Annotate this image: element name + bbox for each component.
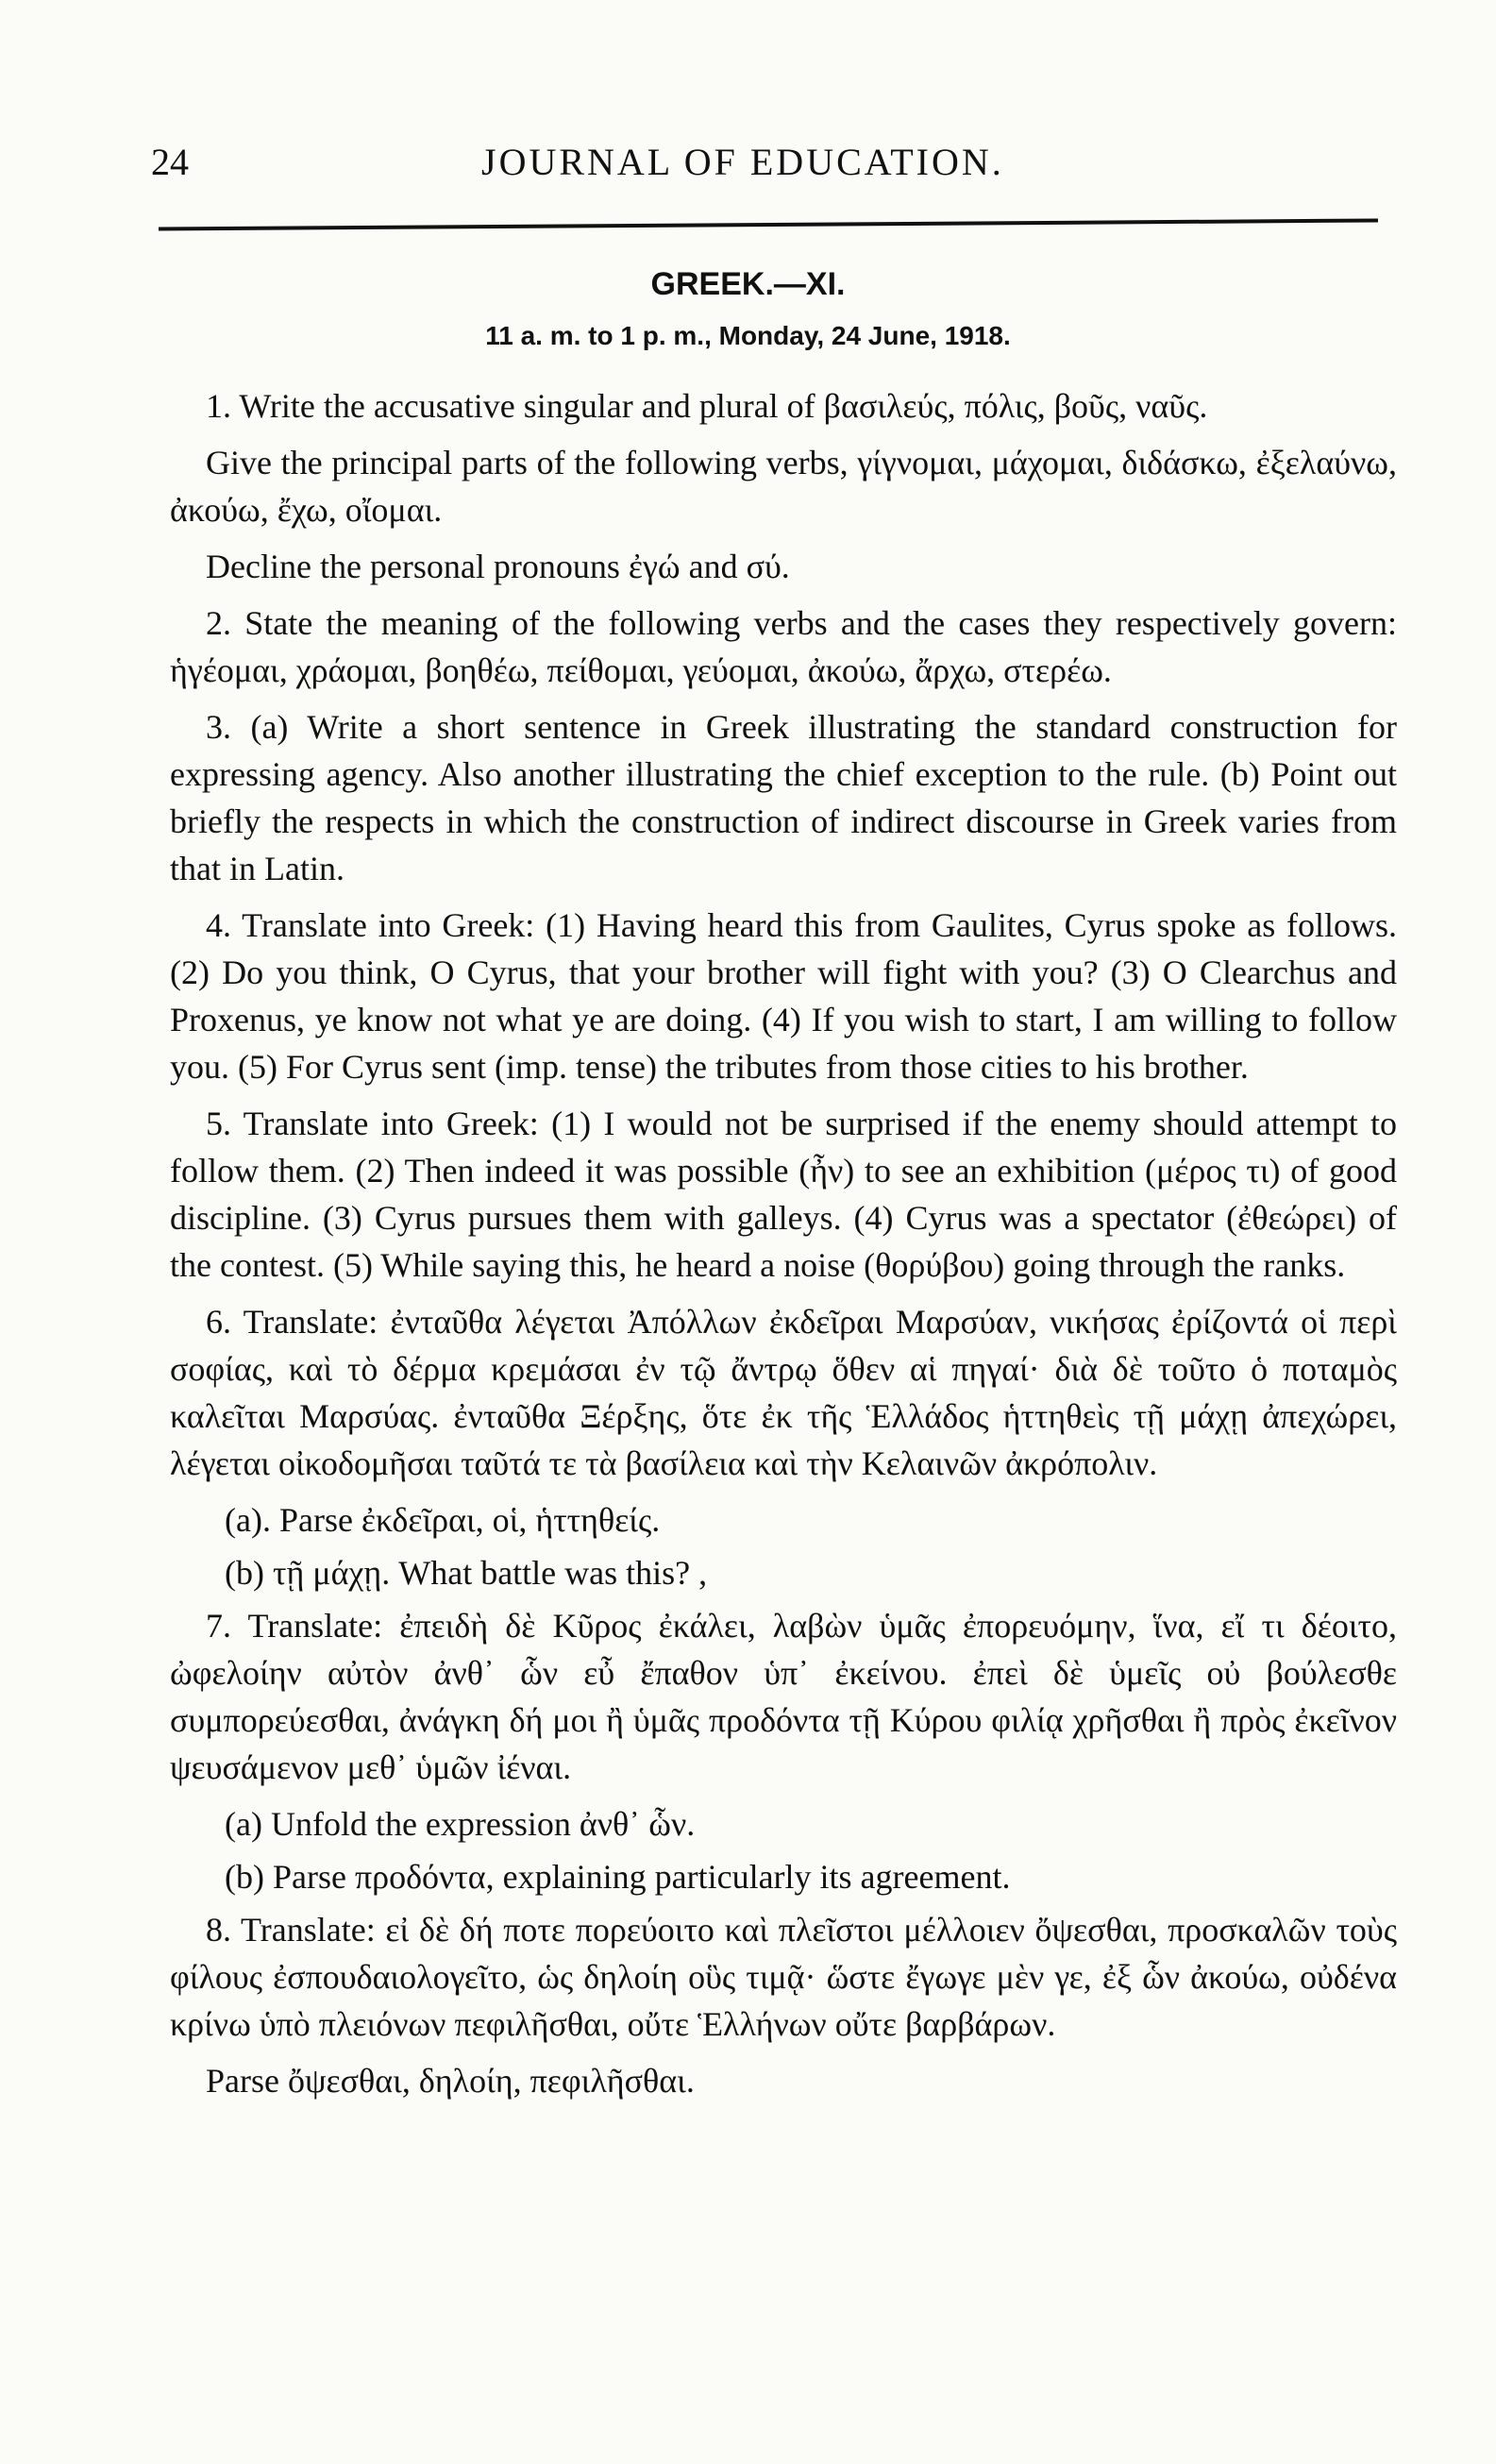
question-7: 7. Translate: ἐπειδὴ δὲ Κῦρος ἐκάλει, λαβὼν ὑμᾶς ἐπορευόμην, ἵνα, εἴ τι δέοιτο, ὠφελοίην αὐτὸν ἀνθ᾽ ὧν εὖ ἔπαθον ὑπ᾽ ἐκείνου. ἐπεὶ δὲ ὑμεῖς οὐ βούλεσθε συμπορεύεσθαι, ἀνάγκη δή μοι ἢ ὑμᾶς προδόντα τῇ Κύρου φιλίᾳ χρῆσθαι ἢ πρὸς ἐκεῖνον ψευσάμενον μεθ᾽ ὑμῶν ἰέναι. <box>170 1607 1397 1786</box>
exam-title: GREEK.—XI. <box>650 266 846 302</box>
question-7a: (a) Unfold the expression ἀνθ᾽ ὧν. <box>225 1805 696 1843</box>
question-8: 8. Translate: εἰ δὲ δή ποτε πορεύοιτο καὶ πλεῖστοι μέλλοιεν ὄψεσθαι, προσκαλῶν τοὺς φίλους ἐσπουδαιολογεῖτο, ὡς δηλοίη οὓς τιμᾷ· ὥστε ἔγωγε μὲν γε, ἐξ ὧν ἀκούω, οὐδένα κρίνω ὑπὸ πλειόνων πεφιλῆσθαι, οὔτε Ἑλλήνων οὔτε βαρβάρων. <box>170 1911 1397 2043</box>
question-1-decline: Decline the personal pronouns ἐγώ and σύ. <box>206 548 790 585</box>
running-title: JOURNAL OF EDUCATION. <box>481 141 1004 183</box>
exam-time: 11 a. m. to 1 p. m., Monday, 24 June, 1918. <box>485 321 1011 350</box>
question-8-parse: Parse ὄψεσθαι, δηλοίη, πεφιλῆσθαι. <box>206 2062 695 2100</box>
question-4: 4. Translate into Greek: (1) Having heard this from Gaulites, Cyrus spoke as follows. (2) Do you think, O Cyrus, that your brother will fight with you? (3) O Clearchus and Proxenus, ye know not what ye are doing. (4) If you wish to start, I am willing to follow you. (5) For Cyrus sent (imp. tense) the tributes from those cities to his brother. <box>170 906 1397 1086</box>
question-1: 1. Write the accusative singular and plural of βασιλεύς, πόλις, βοῦς, ναῦς. <box>206 387 1208 425</box>
exam-questions <box>170 382 1397 2114</box>
page-number: 24 <box>151 141 189 183</box>
question-1-parts: Give the principal parts of the following verbs, γίγνομαι, μάχομαι, διδάσκω, ἐξελαύνω, ἀκούω, ἔχω, οἴομαι. <box>170 444 1397 529</box>
question-6b: (b) τῇ μάχῃ. What battle was this? , <box>225 1554 708 1592</box>
header-divider <box>159 218 1378 230</box>
question-5: 5. Translate into Greek: (1) I would not be surprised if the enemy should attempt to follow them. (2) Then indeed it was possible (ἦν) to see an exhibition (μέρος τι) of good discipline. (3) Cyrus pursues them with galleys. (4) Cyrus was a spectator (ἐθεώρει) of the contest. (5) While saying this, he heard a noise (θορύβου) going through the ranks. <box>170 1105 1397 1284</box>
question-2: 2. State the meaning of the following verbs and the cases they respectively govern: ἡγέομαι, χράομαι, βοηθέω, πείθομαι, γεύομαι, ἀκούω, ἄρχω, στερέω. <box>170 604 1397 689</box>
question-3: 3. (a) Write a short sentence in Greek illustrating the standard construction for expressing agency. Also another illustrating the chief exception to the rule. (b) Point out briefly the respects in which the construction of indirect discourse in Greek varies from that in Latin. <box>170 708 1397 887</box>
question-6: 6. Translate: ἐνταῦθα λέγεται Ἀπόλλων ἐκδεῖραι Μαρσύαν, νικήσας ἐρίζοντά οἱ περὶ σοφίας, καὶ τὸ δέρμα κρεμάσαι ἐν τῷ ἄντρῳ ὅθεν αἱ πηγαί· διὰ δὲ τοῦτο ὁ ποταμὸς καλεῖται Μαρσύας. ἐνταῦθα Ξέρξης, ὅτε ἐκ τῆς Ἑλλάδος ἡττηθεὶς τῇ μάχῃ ἀπεχώρει, λέγεται οἰκοδομῆσαι ταῦτά τε τὰ βασίλεια καὶ τὴν Κελαινῶν ἀκρόπολιν. <box>170 1303 1397 1482</box>
page-header <box>151 140 1378 196</box>
question-7b: (b) Parse προδόντα, explaining particularly its agreement. <box>225 1858 1011 1896</box>
question-6a: (a). Parse ἐκδεῖραι, οἱ, ἡττηθείς. <box>225 1501 661 1539</box>
